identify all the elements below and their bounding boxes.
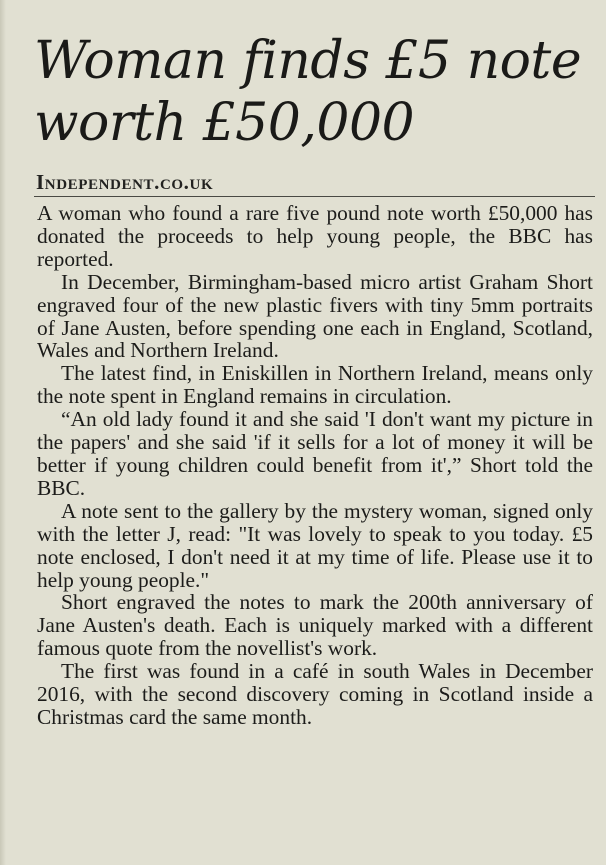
article-paragraph: “An old lady found it and she said 'I don't want my picture in the papers' and she said 'if it sells for a lot of money it will be better if young children could benefit from it',” Short told the BBC. [37,407,593,500]
headline-divider [34,196,595,197]
article-paragraph: A note sent to the gallery by the mystery woman, signed only with the letter J, read: "It was lovely to speak to you today. £5 note enclosed, I don't need it at my time of life. Please use it to help young people." [37,498,593,592]
article-headline: Woman finds £5 note worth £50,000 [34,31,582,153]
article-body [37,202,593,729]
article-source: Independent.co.uk [36,170,214,194]
article-paragraph: Short engraved the notes to mark the 200th anniversary of Jane Austen's death. Each is uniquely marked with a different famous quote from the novellist's work. [37,590,593,661]
article-paragraph: A woman who found a rare five pound note worth £50,000 has donated the proceeds to help young people, the BBC has reported. [37,201,593,271]
article-paragraph: The first was found in a café in south Wales in December 2016, with the second discovery coming in Scotland inside a Christmas card the same month. [37,659,593,729]
article-paragraph: In December, Birmingham-based micro artist Graham Short engraved four of the new plastic fivers with tiny 5mm portraits of Jane Austen, before spending one each in England, Scotland, Wales and Northern Ireland. [37,269,593,363]
article-paragraph: The latest find, in Eniskillen in Northern Ireland, means only the note spent in England remains in circulation. [37,361,593,409]
